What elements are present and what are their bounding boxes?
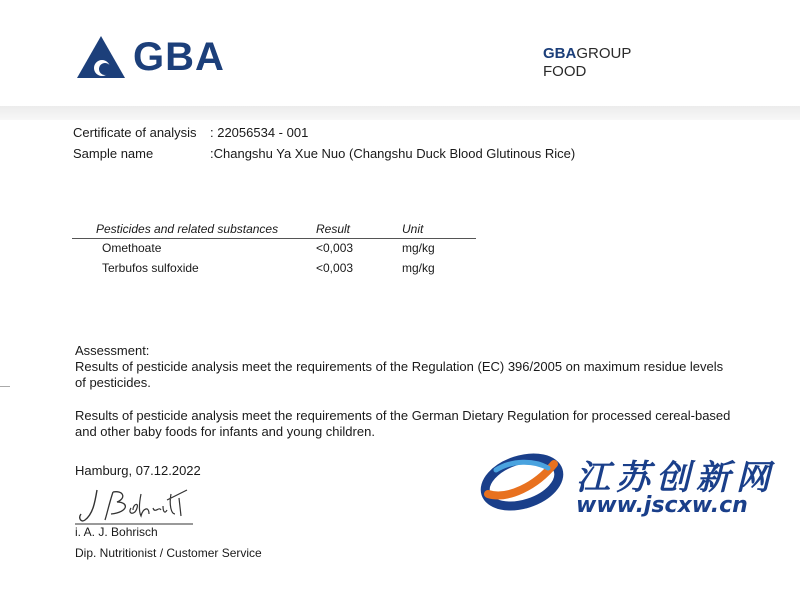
gba-triangle-icon bbox=[75, 34, 131, 80]
result-cell: <0,003 bbox=[316, 261, 354, 275]
results-table bbox=[72, 222, 476, 281]
handwritten-signature bbox=[75, 484, 195, 531]
signer-role: Dip. Nutritionist / Customer Service bbox=[75, 546, 262, 560]
table-header bbox=[72, 222, 476, 239]
place-date: Hamburg, 07.12.2022 bbox=[75, 463, 201, 478]
sample-value: :Changshu Ya Xue Nuo (Changshu Duck Blood Glutinous Rice) bbox=[210, 146, 576, 161]
header-divider-band bbox=[0, 106, 800, 120]
sample-label: Sample name bbox=[73, 146, 154, 161]
food-label: FOOD bbox=[543, 63, 587, 80]
group-suffix: GROUP bbox=[576, 45, 632, 62]
substance-cell: Omethoate bbox=[102, 241, 162, 255]
signer-name: i. A. J. Bohrisch bbox=[75, 525, 158, 539]
unit-cell: mg/kg bbox=[402, 241, 435, 255]
table-row bbox=[72, 241, 476, 261]
result-cell: <0,003 bbox=[316, 241, 354, 255]
watermark-chinese-text: 江苏创新网 bbox=[576, 458, 776, 498]
group-brand: GBA bbox=[543, 45, 577, 62]
table-row bbox=[72, 261, 476, 281]
jscxw-swirl-logo bbox=[478, 450, 568, 517]
assessment-paragraph-2: Results of pesticide analysis meet the requirements of the German Dietary Regulation for processed cereal-based and other baby foods for infants and young children. bbox=[75, 408, 731, 439]
header-substance: Pesticides and related substances bbox=[96, 222, 279, 236]
assessment-paragraph-1: Results of pesticide analysis meet the requirements of the Regulation (EC) 396/2005 on maximum residue levels of pesticides. bbox=[75, 359, 724, 390]
header-result: Result bbox=[316, 222, 351, 236]
margin-tick bbox=[0, 386, 10, 387]
certificate-label: Certificate of analysis bbox=[73, 125, 197, 140]
gba-group-food-label bbox=[543, 45, 631, 81]
unit-cell: mg/kg bbox=[402, 261, 435, 275]
assessment-block bbox=[75, 343, 735, 457]
substance-cell: Terbufos sulfoxide bbox=[102, 261, 199, 275]
assessment-title: Assessment: bbox=[75, 343, 150, 358]
certificate-value: : 22056534 - 001 bbox=[210, 125, 309, 140]
watermark-url: www.jscxw.cn bbox=[576, 493, 748, 518]
gba-logo-text: GBA bbox=[133, 35, 225, 79]
header-unit: Unit bbox=[402, 222, 424, 236]
